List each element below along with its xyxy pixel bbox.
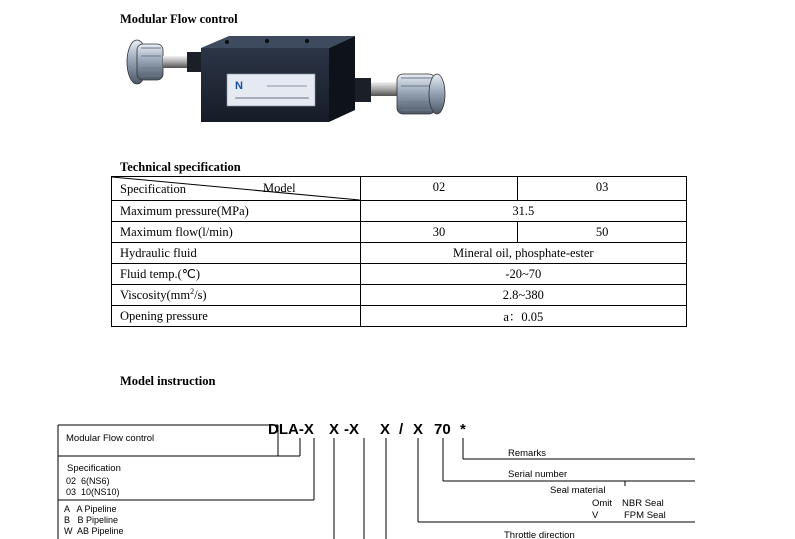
table-row: [112, 201, 687, 222]
pipeline-option: W AB Pipeline: [64, 526, 124, 536]
pipeline-option: B B Pipeline: [64, 515, 119, 525]
row-value: 2.8~380: [360, 285, 686, 306]
row-label: Opening pressure: [112, 306, 361, 327]
row-value: Mineral oil, phosphate-ester: [360, 243, 686, 264]
row-label: Maximum pressure(MPa): [112, 201, 361, 222]
row-label: Fluid temp.(℃): [112, 264, 361, 285]
model-code-diagram: [0, 410, 795, 539]
model-left-title: Modular Flow control: [66, 433, 155, 444]
seal-v-code: V: [592, 510, 599, 521]
seal-omit-code: Omit: [592, 498, 613, 509]
header-model-label: Model: [262, 181, 296, 195]
throttle-direction-label: Throttle direction: [504, 530, 575, 539]
table-header-row: [112, 177, 687, 201]
left-knob: [127, 40, 201, 84]
code-70: 70: [434, 421, 451, 438]
header-specification-label: Specification: [120, 182, 186, 196]
row-label: [112, 285, 361, 306]
code-dash-x: -X: [344, 421, 359, 438]
remarks-label: Remarks: [508, 448, 547, 459]
tech-spec-heading: Technical specification: [120, 160, 241, 174]
table-row: [112, 285, 687, 306]
code-slash: /: [399, 421, 404, 438]
serial-number-label: Serial number: [508, 469, 568, 480]
model-02-header: 02: [360, 177, 518, 201]
code-x5: X: [413, 421, 424, 438]
code-x4: X: [380, 421, 391, 438]
row-value: a：0.05: [360, 306, 686, 327]
code-prefix: DLA-X: [268, 421, 314, 438]
logo-letter: N: [235, 80, 243, 92]
code-x2: X: [329, 421, 340, 438]
table-row: [112, 264, 687, 285]
row-label: Hydraulic fluid: [112, 243, 361, 264]
row-value: -20~70: [360, 264, 686, 285]
viscosity-label: Viscosity(mm: [120, 288, 191, 303]
seal-material-label: Seal material: [550, 485, 606, 496]
spec-option: 02 6(NS6): [66, 476, 110, 486]
table-row: [112, 222, 687, 243]
row-value-03: 50: [518, 222, 687, 243]
code-star: *: [460, 421, 466, 438]
model-instruction-heading: Model instruction: [120, 374, 216, 388]
valve-body: [201, 36, 355, 122]
pipeline-option: A A Pipeline: [64, 504, 117, 514]
seal-v-value: FPM Seal: [624, 510, 666, 521]
seal-omit-value: NBR Seal: [622, 498, 664, 509]
specification-label: Specification: [67, 463, 121, 474]
spec-option: 03 10(NS10): [66, 487, 120, 497]
header-diagonal-cell: [112, 177, 361, 201]
model-03-header: 03: [518, 177, 687, 201]
row-value: 31.5: [360, 201, 686, 222]
product-heading: Modular Flow control: [120, 12, 238, 26]
product-photo: [117, 34, 472, 134]
viscosity-sup: 2: [190, 286, 195, 296]
viscosity-label-end: /s): [194, 288, 207, 303]
row-label: Maximum flow(l/min): [112, 222, 361, 243]
right-knob: [355, 74, 445, 114]
table-row: [112, 306, 687, 327]
row-value-02: 30: [360, 222, 518, 243]
spec-table: [111, 176, 687, 327]
table-row: [112, 243, 687, 264]
